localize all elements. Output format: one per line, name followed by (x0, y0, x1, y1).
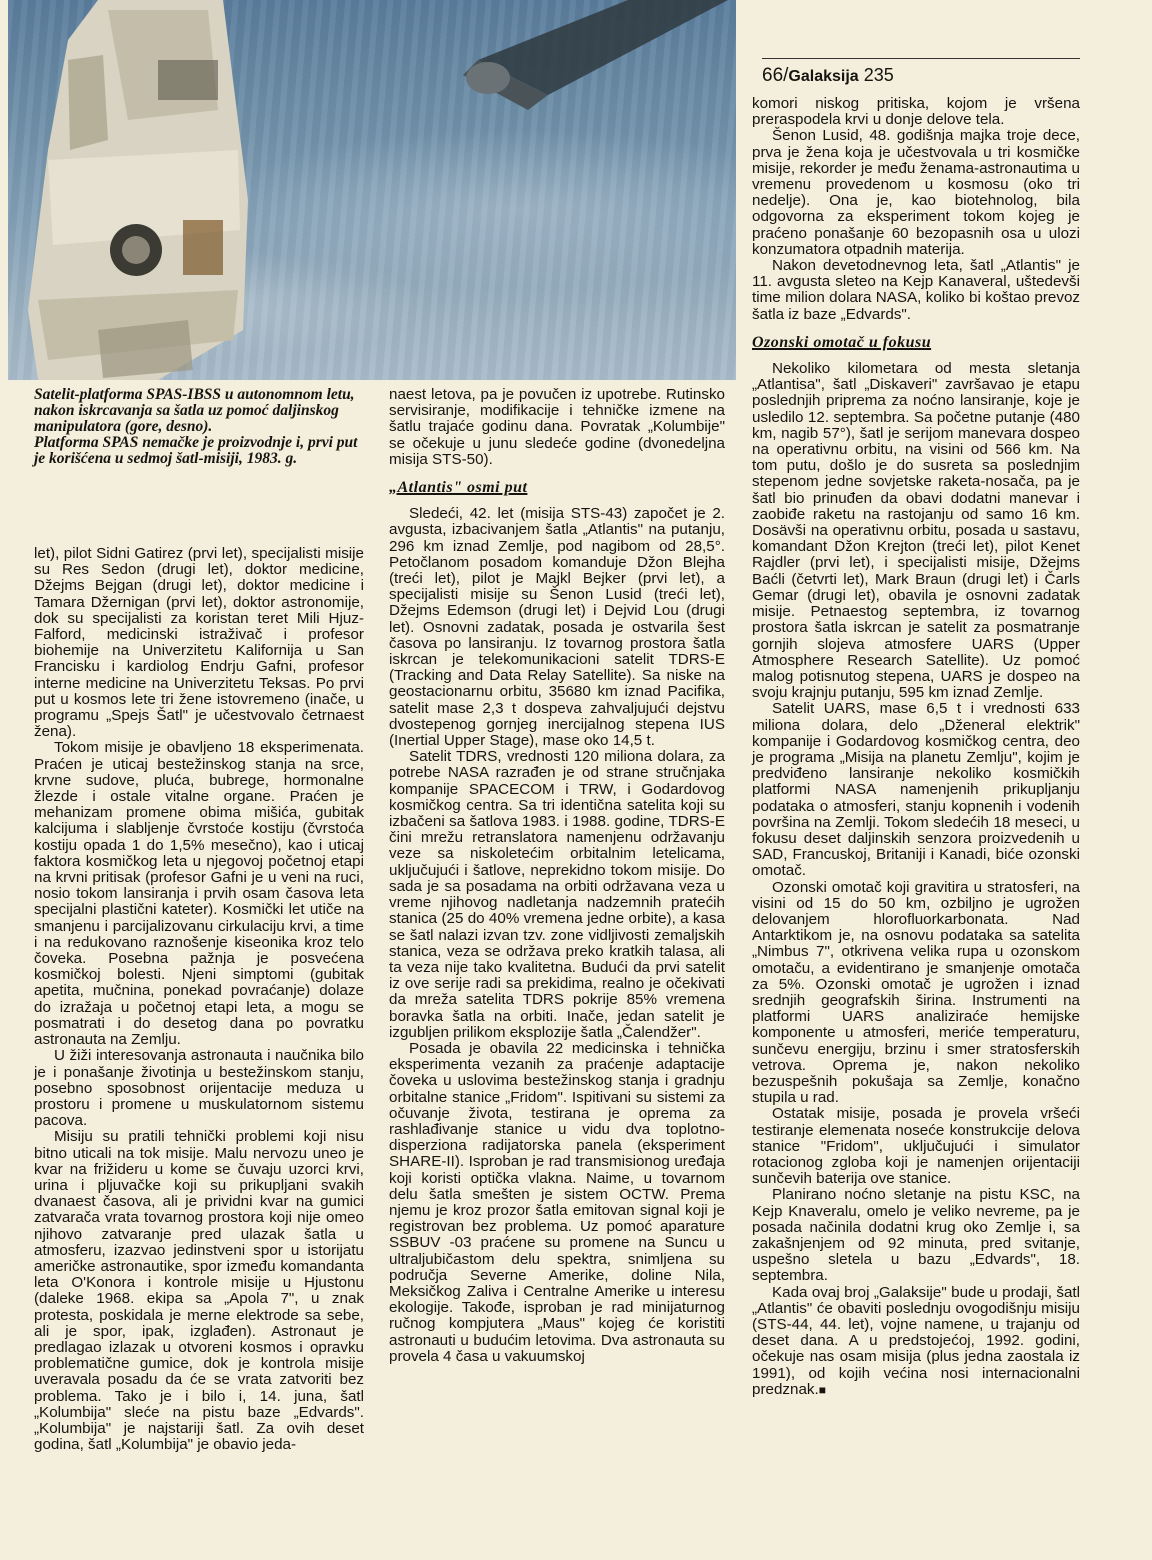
paragraph: Ostatak misije, posada je provela vršeći testiranje elemenata noseće konstrukcije delova stanice "Fridom", uključujući i simulator rotacionog zgloba koji je namenjen orijentaciji sunčevih baterija ove stanice. (752, 1105, 1080, 1188)
paragraph: Nekoliko kilometara od mesta sletanja „Atlantisa", šatl „Diskaveri" završavao je etapu poslednjih priprema za noćno lansiranje, koje je usledilo 12. septembra. Sa početne putanje (480 km, nagib 57°), šatl je serijom manevara dospeo na operativnu orbitu, na visini od 566 km. Na tom putu, došlo je do susreta sa poslednjim stepenom jedne sovjetske raketa-nosača, pa je šatl bio prinuđen da obavi dodatni manevar i zaobiđe raketu na rastojanju od samo 16 km. Dosävši na operativnu orbitu, posada u sastavu, komandant Džon Krejton (treći let), pilot Kenet Rajdler (prvi let), i specijalisti misije, Džejms Baćli (četvrti let), Mark Braun (drugi let) i Čarls Gemar (drugi let), obavila je osnovni zadatak misije. Petnaestog septembra, iz tovarnog prostora šatla iskrcan je satelit za posmatranje gornjih slojeva atmosfere UARS (Upper Atmosphere Research Satellite). Uz pomoć malog potisnutog stepena, UARS je dospeo na svoju krajnju putanju, 595 km iznad Zemlje. (752, 360, 1080, 702)
page-number: 66/ (762, 65, 789, 86)
paragraph: U žiži interesovanja astronauta i naučnika bilo je i ponašanje životinja u bestežinskom stanju, posebno sposobnost orijentacije meduza u prostoru i promene u muskulatornom sistemu pacova. (34, 1047, 364, 1130)
paragraph-text: Kada ovaj broj „Galaksije" bude u prodaji, šatl „Atlantis" će obaviti poslednju ovogodišnju misiju (STS-44, 44. let), vojne namene, u trajanju od deset dana. A u predstojećoj, 1992. godini, očekuje nas osam misija (plus jedna zaostala iz 1991), od kojih većina nosi internacionalni predznak. (752, 1283, 1080, 1398)
column-2 (389, 387, 725, 1365)
paragraph: Tokom misije je obavljeno 18 eksperimenata. Praćen je uticaj bestežinskog stanja na srce, krvne sudove, pluća, bubrege, hormonalne žlezde i ostale vitalne organe. Praćen je mehanizam promene obima mišića, gubitak kalcijuma i slabljenje čvrstoće kostiju (čvrstoća kostiju opada 1 do 1,5% mesečno), kao i uticaj faktora kosmičkog leta u njegovoj početnoj etapi na krvni pritisak (profesor Gafni je u veni na ruci, nosio tokom lansiranja i prvih osam časova leta specijalni plastični kateter). Kosmički let utiče na smanjenu i parcijalizovanu cirkulaciju krvi, a time i na redukovano raznošenje kiseonika kroz telo čoveka. Posebna pažnja je posvećena kosmičkoj bolesti. Njeni simptomi (gubitak apetita, mučnina, ponekad povraćanje) dolaze do izražaja u početnoj etapi leta, a mogu se posmatrati i do desetog dana po povratku astronauta na Zemlju. (34, 739, 364, 1049)
paragraph: naest letova, pa je povučen iz upotrebe. Rutinsko servisiranje, modifikacije i tehničke izmene na šatlu trajaće godinu dana. Povratak „Kolumbije" se očekuje u junu sledeće godine (dvonedeljna misija STS-50). (389, 386, 725, 468)
section-heading: „Atlantis" osmi put (389, 479, 528, 497)
paragraph: Satelit TDRS, vrednosti 120 miliona dolara, za potrebe NASA razrađen je od strane stručnjaka kompanije SPACECOM i TRW, i Godardovog kosmičkog centra. Sa tri identična satelita koji su izbačeni sa šatlova 1983. i 1988. godine, TDRS-E čini mrežu retranslatora namenjenu održavanju veze sa niskoletećim orbitalnim letelicama, uključujući i šatlove, neprekidno tokom misije. Do sada je sa posadama na orbiti održavana veza u vreme njihovog nadletanja nadzemnih pratećih stanica (25 do 40% vremena jedne orbite), a kasa se šatl nalazi izvan tzv. zone vidljivosti zemaljskih stanica, veza se održava preko kratkih talasa, ali ta veza nije tako kvalitetna. Budući da prvi satelit iz ove serije radi sa prekidima, realno je očekivati da mreža satelita TDRS pokrije 85% vremena boravka šatla na orbiti. Inače, jedan satelit je izgubljen prilikom eksplozije šatla „Čalendžer". (389, 748, 725, 1041)
paragraph: komori niskog pritiska, kojom je vršena preraspodela krvi u donje delove tela. (752, 95, 1080, 129)
caption-line: Platforma SPAS nemačke je proizvodnje i, prvi put je korišćena u sedmoj šatl-misiji, 1983. g. (34, 434, 358, 467)
satellite-photo (8, 0, 736, 380)
paragraph (752, 1285, 1080, 1398)
section-heading: Ozonski omotač u fokusu (752, 333, 932, 351)
magazine-name: Galaksija (788, 68, 859, 85)
column-3 (752, 96, 1080, 1398)
issue-number: 235 (858, 65, 894, 85)
paragraph: Ozonski omotač koji gravitira u stratosferi, na visini od 15 do 50 km, ozbiljno je ugrožen delovanjem hlorofluorkarbonata. Nad Antarktikom je, na osnovu podataka sa satelita „Nimbus 7", otkrivena velika rupa u ozonskom omotaču, a evidentirano je smanjenje omotača za 5%. Ozonski omotač je ugrožen i iznad srednjih geografskih širina. Instrumenti na platformi UARS analiziraće hemijske komponente u atmosferi, meriće temperaturu, sunčevu energiju, brzinu i smer stratosferskih vetrova. Oprema je, nakon nekoliko bezuspešnih pokušaja sa Zemlje, konačno stupila u rad. (752, 878, 1080, 1107)
paragraph: Planirano noćno sletanje na pistu KSC, na Kejp Knaveralu, omelo je veliko nevreme, pa je posada načinila dodatni krug oko Zemlje i, sa zakašnjenjem od 92 minuta, pred svitanje, uspešno sletela u bazu „Edvards", 18. septembra. (752, 1186, 1080, 1285)
column-1 (34, 546, 364, 1453)
page-header (762, 58, 1080, 87)
paragraph: Sledeći, 42. let (misija STS-43) započet je 2. avgusta, izbacivanjem šatla „Atlantis" na putanju, 296 km iznad Zemlje, pod nagibom od 28,5°. Petočlanom posadom komanduje Džon Blejha (treći let), pilot je Majkl Bejker (prvi let), a specijalisti misije su Šenon Lusid (treći let), Džejms Edemson (drugi let) i Dejvid Lou (drugi let). Osnovni zadatak, posada je ostvarila šest časova po lansiranju. Iz tovarnog prostora šatla iskrcan je telekomunikacioni satelit TDRS-E (Tracking and Data Relay Satellite). Sa niske na geostacionarnu orbitu, 35680 km iznad Pacifika, satelit mase 2,3 t dospeva zahvaljujući dejstvu dvostepenog gornjeg inercijalnog stepena IUS (Inertial Upper Stage), mase oko 14,5 t. (389, 505, 725, 750)
photo-caption (34, 387, 364, 467)
paragraph: let), pilot Sidni Gatirez (prvi let), specijalisti misije su Res Sedon (drugi let), doktor medicine, Džejms Bejgan (drugi let), doktor medicine i Tamara Džernigan (prvi let), doktor astronomije, dok su specijalisti za koristan teret Mili Hjuz-Falford, medicinski istraživač i profesor biohemije na Univerzitetu Kalifornija u San Francisku i kardiolog Endrju Gafni, profesor interne medicine na Univerzitetu Teksas. Po prvi put u kosmos lete tri žene istovremeno (inače, u programu „Spejs Šatl" je učestvovalo četrnaest žena). (34, 545, 364, 741)
paragraph: Satelit UARS, mase 6,5 t i vrednosti 633 miliona dolara, delo „Dženeral elektrik" kompanije i Godardovog kosmičkog centra, deo je programa „Misija na planetu Zemlju", kojim je predviđeno lansiranje nekoliko kosmičkih platformi NASA namenjenih prikupljanju podataka o atmosferi, stanju kopnenih i vodenih površina na Zemlji. Tokom sledećih 18 meseci, u fokusu deset daljinskih senzora proizvedenih u SAD, Francuskoj, Britaniji i Kanadi, biće ozonski omotač. (752, 700, 1080, 880)
paragraph: Misiju su pratili tehnički problemi koji nisu bitno uticali na tok misije. Malu nervozu uneo je kvar na frižideru u kome se čuvaju uzorci krvi, urina i pljuvačke koji su prikupljani svakih dvanaest časova, ali je prividni kvar na gumici zatvarača vrata tovarnog prostora koji nije omeo njihovo zatvaranje pred ulazak šatla u atmosferu, izazvao jedinstveni spor u istorijatu američke astronautike, spor između komandanta leta O'Konora i kontrole misije u Hjustonu (daleke 1968. ekipa sa „Apola 7", u znak protesta, poskidala je merne elektrode sa sebe, ali je spor, ipak, izglađen). Astronaut je predlagao izlazak u otvoreni kosmos i opravku problematične gumice, dok je kontrola misije uveravala posadu da će se vrata zatvoriti bez problema. Tako je i bilo i, 14. juna, šatl „Kolumbija" sleće na pistu baze „Edvards". „Kolumbija" je najstariji šatl. Za ovih deset godina, šatl „Kolumbija" je obavio jeda- (34, 1128, 364, 1454)
paragraph: Posada je obavila 22 medicinska i tehnička eksperimenta vezanih za praćenje adaptacije čoveka u uslovima bestežinskog stanja i gradnju orbitalne stanice „Fridom". Ispitivani su sistemi za očuvanje života, testirana je oprema za rashlađivanje stanice u vidu dva toplotno-disperziona radijatorska panela (eksperiment SHARE-II). Isproban je rad transmisionog uređaja koji koristi optička vlakna. Naime, u tovarnom delu šatla smešten je sistem OCTW. Prema njemu je kroz prozor šatla emitovan signal koji je registrovan bez problema. Uz pomoć aparature SSBUV -03 praćene su promene na Suncu u ultraljubičastom delu spektra, snimljena su područja Severne Amerike, doline Nila, Meksičkog Zaliva i Centralne Amerike u interesu ekologije. Takođe, isproban je rad minijaturnog ručnog kompjutera „Maus" kojeg će koristiti astronauti u budućim letovima. Dva astronauta su provela 4 časa u vakuumskoj (389, 1039, 725, 1365)
caption-line: Satelit-platforma SPAS-IBSS u autonomnom letu, nakon iskrcavanja sa šatla uz pomoć daljinskog manipulatora (gore, desno). (34, 386, 355, 435)
end-mark: ■ (818, 1382, 826, 1397)
satellite-illustration (8, 0, 736, 380)
paragraph: Nakon devetodnevnog leta, šatl „Atlantis" je 11. avgusta sleteo na Kejp Kanaveral, uštedevši time milion dolara NASA, koliko bi koštao prevoz šatla iz baze „Edvards". (752, 257, 1080, 323)
paragraph: Šenon Lusid, 48. godišnja majka troje dece, prva je žena koja je učestvovala u tri kosmičke misije, rekorder je među ženama-astronautima u vremenu provedenom u kosmosu (oko tri nedelje). Ona je, kao biotehnolog, bila odgovorna za eksperiment tokom kojeg je praćeno ponašanje 60 bezopasnih osa u ulozi konzumatora otpadnih materija. (752, 127, 1080, 258)
